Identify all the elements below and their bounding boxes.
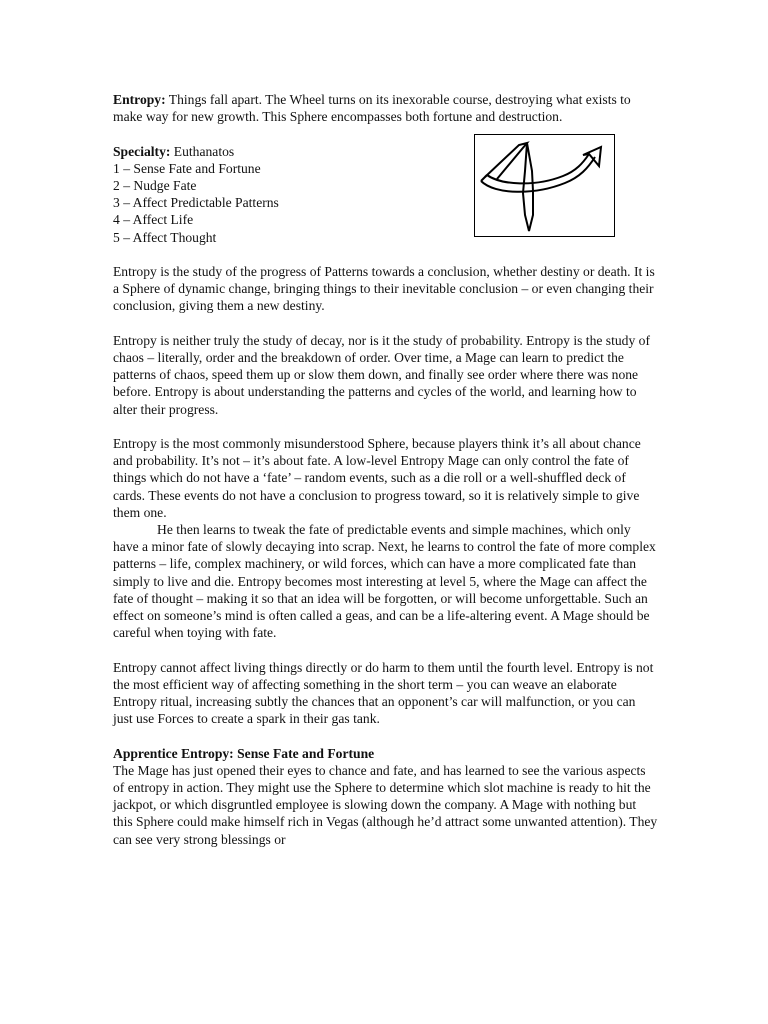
paragraph-4: He then learns to tweak the fate of predictable events and simple machines, which only have a minor fate of slowly decaying into scrap. Next, he learns to control the fate of more complex patterns – life, complex machinery, or wild forces, which can have a more complicated fate than simply to live and die. Entropy becomes most interesting at level 5, where the Mage can affect the fate of thought – making it so that an idea will be forgotten, or will become unforgettable. Such an effect on someone’s mind is often called a geas, and can be a life-altering event. A Mage should be careful when toying with fate. xyxy=(113,522,656,641)
intro-paragraph xyxy=(113,91,658,125)
apprentice-text: The Mage has just opened their eyes to chance and fate, and has learned to see the various aspects of entropy in action. They might use the Sphere to determine which slot machine is ready to hit the jackpot, or which disgruntled employee is slowing down the company. A Mage with nothing but this Sphere could make himself rich in Vegas (although he’d attract some unwanted attention). They can see very strong blessings or xyxy=(113,762,658,847)
paragraph-2: Entropy is neither truly the study of decay, nor is it the study of probability. Entropy is the study of chaos – literally, order and the breakdown of order. Over time, a Mage can learn to predict the patterns of chaos, speed them up or slow them down, and finally see order where there was none before. Entropy is about understanding the patterns and cycles of the world, and learning how to alter their progress. xyxy=(113,332,650,417)
specialty-label: Specialty: xyxy=(113,143,171,159)
level-1: 1 – Sense Fate and Fortune xyxy=(113,160,261,176)
intro-text: Things fall apart. The Wheel turns on its inexorable course, destroying what exists to make way for new growth. This Sphere encompasses both fortune and destruction. xyxy=(113,92,631,125)
paragraph-3: Entropy is the most commonly misunderstood Sphere, because players think it’s all about chance and probability. It’s not – it’s about fate. A low-level Entropy Mage can only control the fate of things which do not have a ‘fate’ – random events, such as a die roll or a well-shuffled deck of cards. These events do not have a conclusion to progress toward, so it is relatively simple to give them one. xyxy=(113,436,641,520)
apprentice-heading-text: Apprentice Entropy: Sense Fate and Fortune xyxy=(113,745,375,761)
paragraph-5: Entropy cannot affect living things directly or do harm to them until the fourth level. Entropy is not the most efficient way of affecting something in the short term – you can weave an elaborate Entropy ritual, increasing subtly the chances that an opponent’s car will malfunction, or you can just use Forces to create a spark in their gas tank. xyxy=(113,659,654,727)
level-2: 2 – Nudge Fate xyxy=(113,178,197,193)
level-3: 3 – Affect Predictable Patterns xyxy=(113,195,279,211)
level-4: 4 – Affect Life xyxy=(113,212,194,228)
level-5: 5 – Affect Thought xyxy=(113,229,217,245)
document-page xyxy=(113,91,658,848)
paragraph-1: Entropy is the study of the progress of Patterns towards a conclusion, whether destiny or death. It is a Sphere of dynamic change, bringing things to their inevitable conclusion – or even changing their conclusion, giving them a new destiny. xyxy=(113,264,655,314)
specialty-block xyxy=(113,143,658,246)
apprentice-heading xyxy=(113,745,658,762)
specialty-value: Euthanatos xyxy=(170,143,235,159)
specialty-line xyxy=(113,143,658,160)
intro-label: Entropy: xyxy=(113,92,166,107)
